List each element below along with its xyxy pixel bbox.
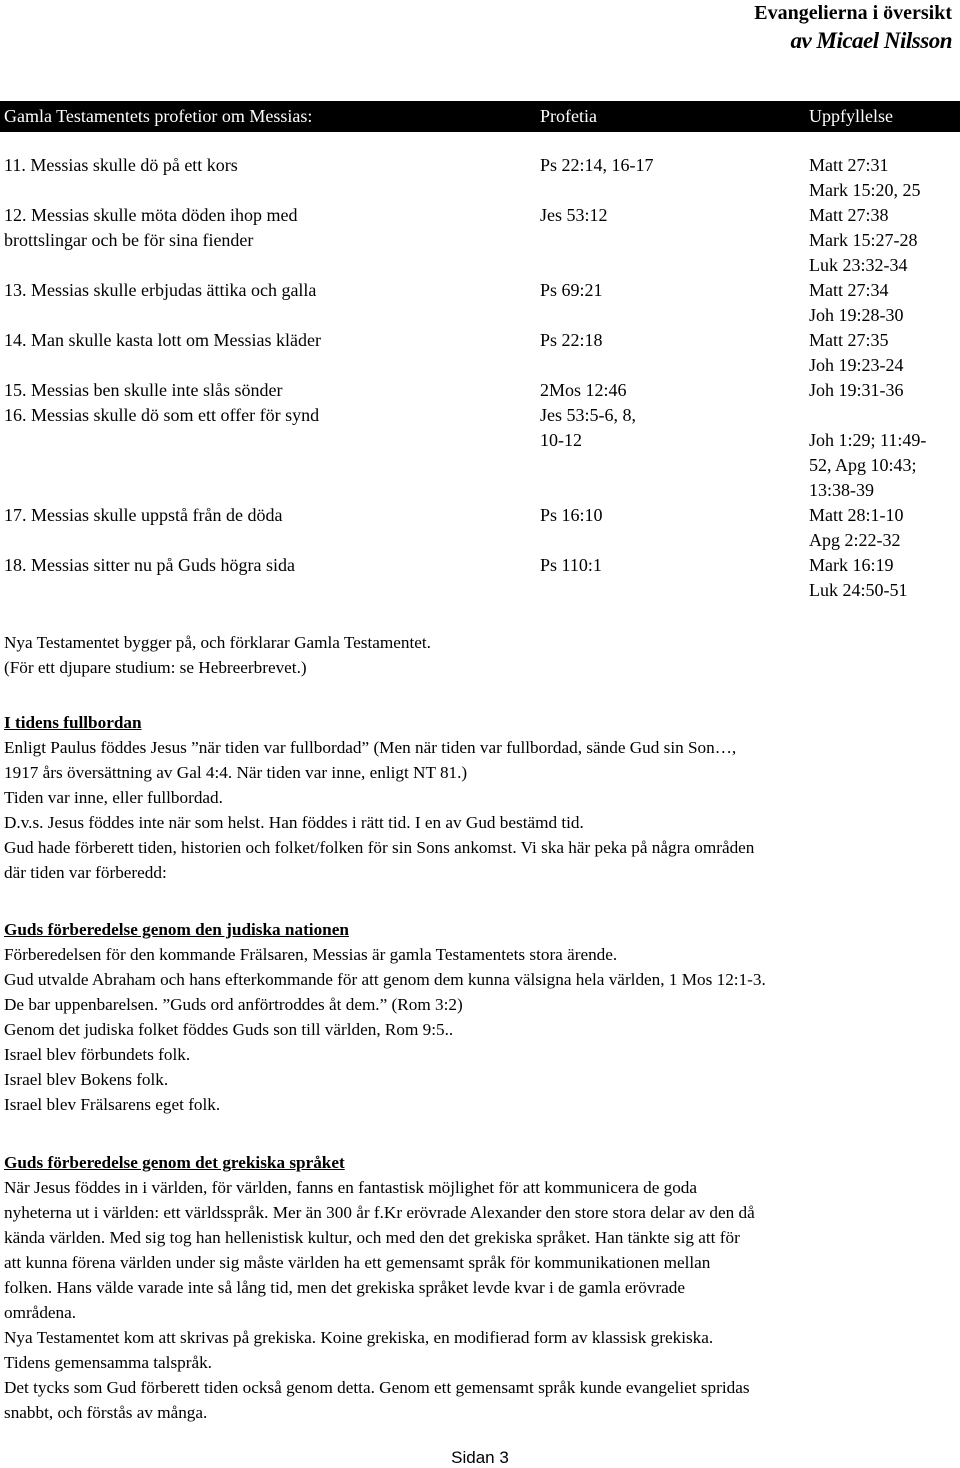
- fulfillment-reference: 52, Apg 10:43;: [809, 455, 917, 475]
- prophecy-reference: Ps 69:21: [540, 280, 603, 300]
- section-jewish-nation: [4, 917, 956, 1117]
- fulfillment-reference: Luk 23:32-34: [809, 255, 908, 275]
- paragraph-line: snabbt, och förstås av många.: [4, 1403, 208, 1422]
- paragraph-line: Tidens gemensamma talspråk.: [4, 1353, 212, 1372]
- paragraph-line: att kunna förena världen under sig måste världen ha ett gemensamt språk för kommunikationen mellan: [4, 1253, 711, 1272]
- header-prophecy: Profetia: [540, 106, 597, 126]
- prophecy-text: 13. Messias skulle erbjudas ättika och galla: [4, 280, 317, 300]
- section-heading: Guds förberedelse genom den judiska nationen: [4, 920, 349, 939]
- paragraph-line: D.v.s. Jesus föddes inte när som helst. Han föddes i rätt tid. I en av Gud bestämd tid.: [4, 813, 584, 832]
- prophecy-text: brottslingar och be för sina fiender: [4, 230, 254, 250]
- fulfillment-reference: Matt 27:31: [809, 155, 889, 175]
- paragraph-line: folken. Hans välde varade inte så lång tid, men det grekiska språket levde kvar i de gamla erövrade: [4, 1278, 686, 1297]
- prophecy-reference: Ps 16:10: [540, 505, 603, 525]
- header-prophecy-list: Gamla Testamentets profetior om Messias:: [4, 106, 313, 126]
- paragraph-line: där tiden var förberedd:: [4, 863, 167, 882]
- prophecy-reference: Ps 22:18: [540, 330, 603, 350]
- document-title: Evangelierna i översikt: [754, 2, 952, 24]
- fulfillment-reference: Joh 19:31-36: [809, 380, 904, 400]
- paragraph-line: När Jesus föddes in i världen, för världen, fanns en fantastisk möjlighet för att kommunicera de goda: [4, 1178, 698, 1197]
- fulfillment-reference: Matt 27:35: [809, 330, 889, 350]
- fulfillment-reference: Joh 19:23-24: [809, 355, 904, 375]
- fulfillment-reference: Joh 1:29; 11:49-: [809, 430, 927, 450]
- prophecy-reference: 2Mos 12:46: [540, 380, 627, 400]
- paragraph-line: Israel blev förbundets folk.: [4, 1045, 191, 1064]
- paragraph-line: Förberedelsen för den kommande Frälsaren, Messias är gamla Testamentets stora ärende.: [4, 945, 618, 964]
- page-number: Sidan 3: [451, 1448, 509, 1467]
- section-heading: I tidens fullbordan: [4, 713, 142, 732]
- paragraph-line: Det tycks som Gud förberett tiden också genom detta. Genom ett gemensamt språk kunde evangeliet spridas: [4, 1378, 750, 1397]
- prophecy-text: 14. Man skulle kasta lott om Messias kläder: [4, 330, 321, 350]
- prophecy-reference: Jes 53:12: [540, 205, 608, 225]
- prophecy-text: 12. Messias skulle möta döden ihop med: [4, 205, 298, 225]
- prophecy-reference: Ps 22:14, 16-17: [540, 155, 654, 175]
- fulfillment-reference: Mark 15:20, 25: [809, 180, 921, 200]
- paragraph-line: 1917 års översättning av Gal 4:4. När tiden var inne, enligt NT 81.): [4, 763, 468, 782]
- prophecy-text: 18. Messias sitter nu på Guds högra sida: [4, 555, 295, 575]
- paragraph-line: Tiden var inne, eller fullbordad.: [4, 788, 223, 807]
- prophecy-reference: Jes 53:5-6, 8,: [540, 405, 636, 425]
- paragraph-line: områdena.: [4, 1303, 77, 1322]
- section-heading: Guds förberedelse genom det grekiska språket: [4, 1153, 345, 1172]
- note-line: Nya Testamentet bygger på, och förklarar Gamla Testamentet.: [4, 633, 431, 652]
- table-header: [0, 101, 960, 132]
- prophecy-reference: 10-12: [540, 430, 582, 450]
- prophecy-text: 17. Messias skulle uppstå från de döda: [4, 505, 283, 525]
- header-fulfillment: Uppfyllelse: [809, 106, 893, 126]
- section-fullness-of-time: [4, 710, 956, 885]
- fulfillment-reference: Joh 19:28-30: [809, 305, 904, 325]
- fulfillment-reference: Mark 15:27-28: [809, 230, 918, 250]
- fulfillment-reference: 13:38-39: [809, 480, 874, 500]
- fulfillment-reference: Matt 27:38: [809, 205, 889, 225]
- paragraph-line: Gud utvalde Abraham och hans efterkommande för att genom dem kunna välsigna hela världen, 1 Mos 12:1-3.: [4, 970, 766, 989]
- prophecy-text: 11. Messias skulle dö på ett kors: [4, 155, 238, 175]
- paragraph-line: nyheterna ut i världen: ett världsspråk. Mer än 300 år f.Kr erövrade Alexander den store stora delar av den då: [4, 1203, 755, 1222]
- paragraph-line: Israel blev Bokens folk.: [4, 1070, 169, 1089]
- paragraph-line: Enligt Paulus föddes Jesus ”när tiden var fullbordad” (Men när tiden var fullbordad, sände Gud sin Son…,: [4, 738, 737, 757]
- paragraph-line: Gud hade förberett tiden, historien och folket/folken för sin Sons ankomst. Vi ska här peka på några områden: [4, 838, 755, 857]
- note-block: [4, 630, 956, 680]
- paragraph-line: De bar uppenbarelsen. ”Guds ord anförtroddes åt dem.” (Rom 3:2): [4, 995, 463, 1014]
- section-greek-language: [4, 1150, 956, 1425]
- prophecy-text: 16. Messias skulle dö som ett offer för synd: [4, 405, 320, 425]
- fulfillment-reference: Luk 24:50-51: [809, 580, 908, 600]
- fulfillment-reference: Mark 16:19: [809, 555, 894, 575]
- prophecy-text: 15. Messias ben skulle inte slås sönder: [4, 380, 283, 400]
- fulfillment-reference: Matt 28:1-10: [809, 505, 904, 525]
- document-author: av Micael Nilsson: [790, 28, 952, 53]
- paragraph-line: kända världen. Med sig tog han hellenistisk kultur, och med den det grekiska språket. Han tänkte sig att för: [4, 1228, 740, 1247]
- paragraph-line: Genom det judiska folket föddes Guds son till världen, Rom 9:5..: [4, 1020, 454, 1039]
- paragraph-line: Israel blev Frälsarens eget folk.: [4, 1095, 221, 1114]
- paragraph-line: Nya Testamentet kom att skrivas på grekiska. Koine grekiska, en modifierad form av klassisk grekiska.: [4, 1328, 714, 1347]
- fulfillment-reference: Apg 2:22-32: [809, 530, 901, 550]
- prophecy-reference: Ps 110:1: [540, 555, 602, 575]
- fulfillment-reference: Matt 27:34: [809, 280, 889, 300]
- note-line: (För ett djupare studium: se Hebreerbrevet.): [4, 658, 307, 677]
